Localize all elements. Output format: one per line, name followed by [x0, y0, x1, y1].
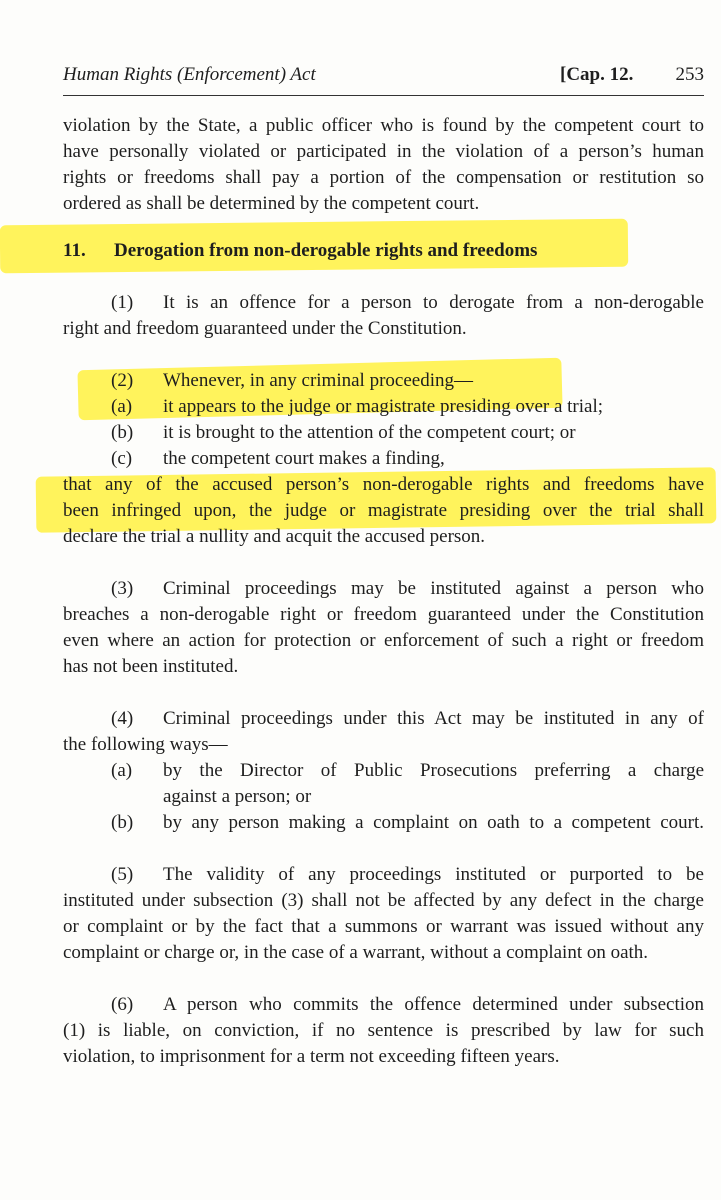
subsection-number: (4)	[111, 708, 134, 729]
item-text: it is brought to the attention of the competent court; or	[163, 422, 576, 443]
subsection-number: (2)	[111, 370, 134, 391]
paragraph-line: instituted under subsection (3) shall not be affected by any defect in the charge	[63, 890, 704, 911]
paragraph-line: or complaint or by the fact that a summons or warrant was issued without any	[63, 916, 704, 937]
paragraph-line: has not been instituted.	[63, 656, 239, 677]
item-label: (b)	[111, 812, 134, 833]
item-text: it appears to the judge or magistrate presiding over a trial;	[163, 396, 604, 417]
subsection-text: It is an offence for a person to derogate from a non-derogable	[163, 292, 704, 313]
paragraph-line: right and freedom guaranteed under the Constitution.	[63, 318, 467, 339]
page-header	[63, 63, 704, 87]
subsection-text: A person who commits the offence determined under subsection	[163, 994, 704, 1015]
act-title: Human Rights (Enforcement) Act	[63, 64, 316, 85]
subsection-text: Criminal proceedings under this Act may be instituted in any of	[163, 708, 704, 729]
subsection-number: (3)	[111, 578, 134, 599]
item-text: by any person making a complaint on oath to a competent court.	[163, 812, 704, 833]
subsection-number: (5)	[111, 864, 134, 885]
header-rule	[63, 95, 704, 96]
subsection-number: (6)	[111, 994, 134, 1015]
paragraph-line: rights or freedoms shall pay a portion of the compensation or restitution so	[63, 167, 704, 188]
paragraph-line: ordered as shall be determined by the competent court.	[63, 193, 480, 214]
paragraph-line: have personally violated or participated in the violation of a person’s human	[63, 141, 704, 162]
paragraph-line: (1) is liable, on conviction, if no sentence is prescribed by law for such	[63, 1020, 704, 1041]
subsection-number: (1)	[111, 292, 134, 313]
paragraph-line: breaches a non-derogable right or freedom guaranteed under the Constitution	[63, 604, 704, 625]
section-title: Derogation from non-derogable rights and freedoms	[114, 240, 538, 261]
subsection-text: The validity of any proceedings instituted or purported to be	[163, 864, 704, 885]
section-number: 11.	[63, 240, 86, 261]
item-text: the competent court makes a finding,	[163, 448, 445, 469]
paragraph-line: been infringed upon, the judge or magistrate presiding over the trial shall	[63, 500, 704, 521]
item-label: (b)	[111, 422, 134, 443]
paragraph-line: even where an action for protection or enforcement of such a right or freedom	[63, 630, 704, 651]
paragraph-line: violation by the State, a public officer who is found by the competent court to	[63, 115, 704, 136]
paragraph-line: complaint or charge or, in the case of a warrant, without a complaint on oath.	[63, 942, 649, 963]
item-label: (c)	[111, 448, 133, 469]
paragraph-line: violation, to imprisonment for a term not exceeding fifteen years.	[63, 1046, 560, 1067]
chapter-label: [Cap. 12.	[560, 64, 634, 85]
paragraph-line: that any of the accused person’s non-derogable rights and freedoms have	[63, 474, 704, 495]
subsection-text: Criminal proceedings may be instituted against a person who	[163, 578, 704, 599]
item-label: (a)	[111, 760, 133, 781]
paragraph-line: declare the trial a nullity and acquit the accused person.	[63, 526, 486, 547]
item-label: (a)	[111, 396, 133, 417]
page-number: 253	[675, 64, 704, 85]
item-text: against a person; or	[163, 786, 312, 807]
paragraph-line: the following ways—	[63, 734, 228, 755]
item-text: by the Director of Public Prosecutions preferring a charge	[163, 760, 704, 781]
subsection-text: Whenever, in any criminal proceeding—	[163, 370, 473, 391]
